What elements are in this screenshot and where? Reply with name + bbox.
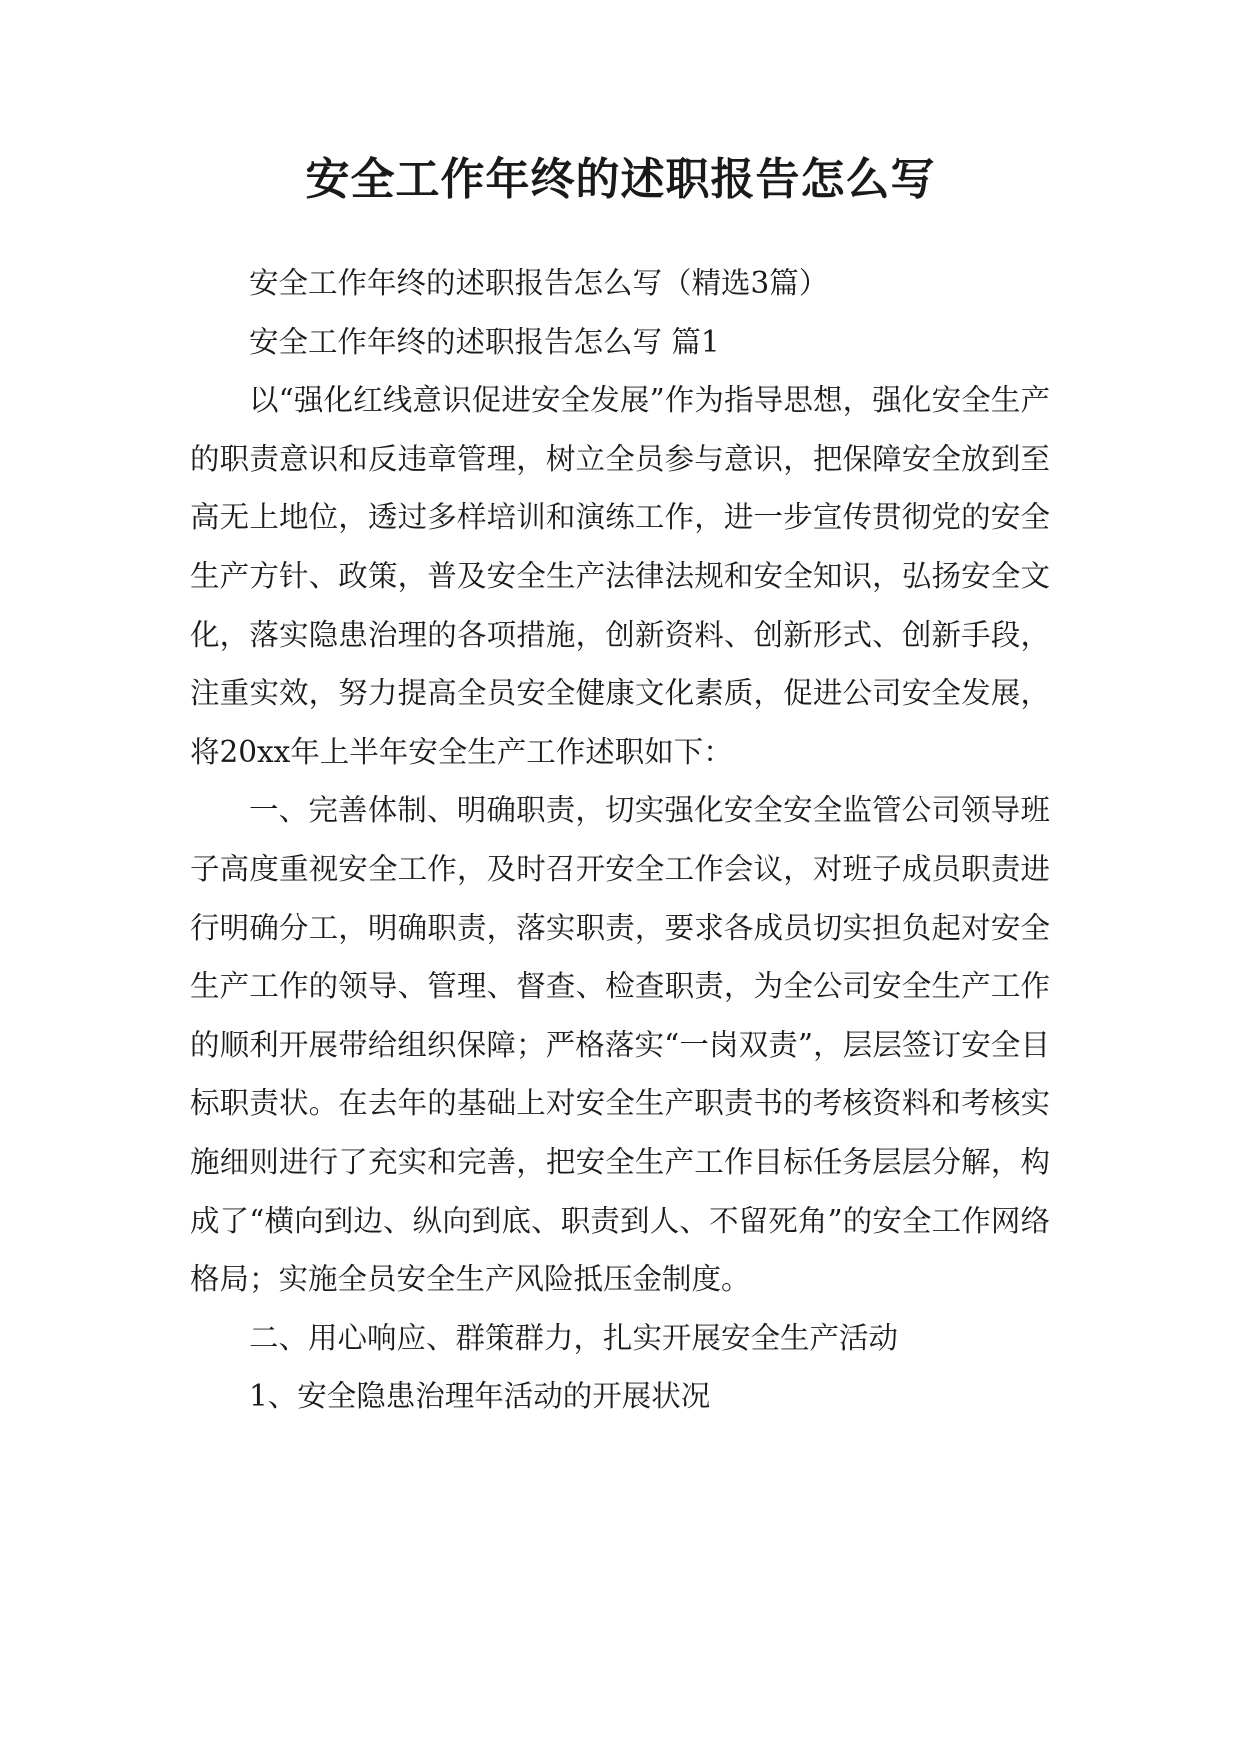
paragraph-point-two: 二、用心响应、群策群力，扎实开展安全生产活动 — [249, 1320, 899, 1355]
paragraph-point-one: 一、完善体制、明确职责，切实强化安全安全监管公司领导班子高度重视安全工作，及时召开安全工作会议，对班子成员职责进行明确分工，明确职责，落实职责，要求各成员切实担负起对安全生产工作的领导、管理、督查、检查职责，为全公司安全生产工作的顺利开展带给组织保障；严格落实“一岗双责”，层层签订安全目标职责状。在去年的基础上对安全生产职责书的考核资料和考核实施细则进行了充实和完善，把安全生产工作目标任务层层分解，构成了“横向到边、纵向到底、职责到人、不留死角”的安全工作网络格局；实施全员安全生产风险抵压金制度。 — [190, 793, 1050, 1297]
document-body — [190, 254, 1050, 1426]
document-title: 安全工作年终的述职报告怎么写 — [305, 154, 936, 205]
paragraph-subpoint-one: 1、安全隐患治理年活动的开展状况 — [249, 1379, 711, 1414]
paragraph-intro: 以“强化红线意识促进安全发展”作为指导思想，强化安全生产的职责意识和反违章管理，树立全员参与意识，把保障安全放到至高无上地位，透过多样培训和演练工作，进一步宣传贯彻党的安全生产方针、政策，普及安全生产法律法规和安全知识，弘扬安全文化，落实隐患治理的各项措施，创新资料、创新形式、创新手段，注重实效，努力提高全员安全健康文化素质，促进公司安全发展，将20xx年上半年安全生产工作述职如下： — [190, 383, 1050, 769]
paragraph-subtitle: 安全工作年终的述职报告怎么写（精选3篇） — [249, 266, 829, 300]
paragraph-section-heading: 安全工作年终的述职报告怎么写 篇1 — [249, 324, 720, 359]
